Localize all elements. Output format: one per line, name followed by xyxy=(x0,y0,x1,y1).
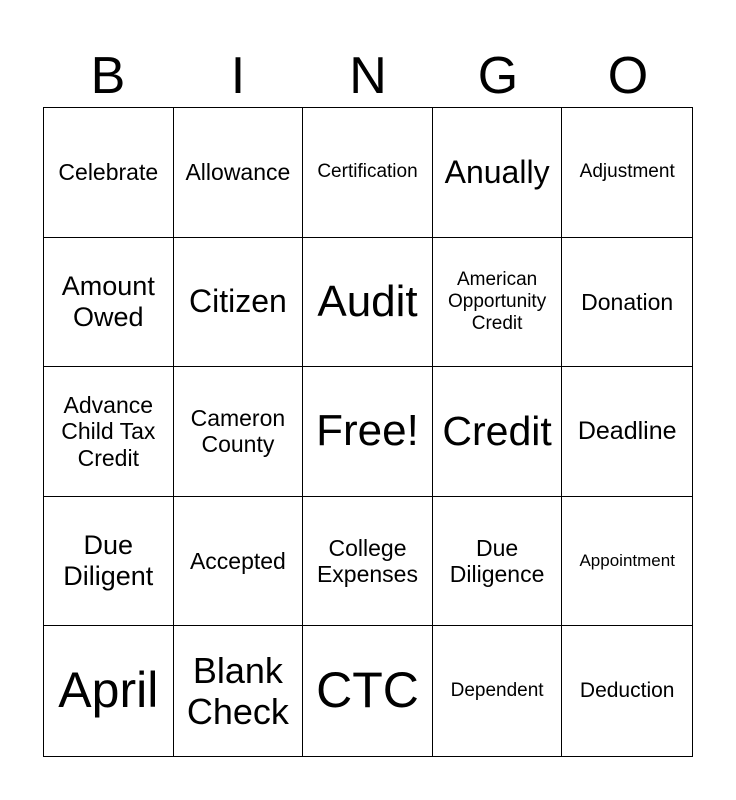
cell-text: Blank Check xyxy=(186,649,289,733)
cell-text: Donation xyxy=(581,288,674,315)
bingo-cell[interactable] xyxy=(44,497,174,627)
cell-text: Allowance xyxy=(185,159,291,186)
bingo-cell[interactable] xyxy=(562,497,692,627)
bingo-cell[interactable] xyxy=(433,497,563,627)
bingo-cell[interactable] xyxy=(44,108,174,238)
bingo-cell[interactable] xyxy=(433,238,563,368)
header-letter-n: N xyxy=(349,47,387,105)
cell-text: Certification xyxy=(317,161,418,183)
header-letter-g: G xyxy=(477,47,519,105)
cell-text: Advance Child Tax Credit xyxy=(61,391,156,471)
bingo-cell[interactable] xyxy=(174,497,304,627)
bingo-cell[interactable] xyxy=(562,626,692,756)
bingo-cell[interactable] xyxy=(174,367,304,497)
bingo-cell[interactable] xyxy=(562,367,692,497)
bingo-cell[interactable] xyxy=(44,367,174,497)
bingo-cell[interactable] xyxy=(433,108,563,238)
cell-text: April xyxy=(58,662,159,719)
bingo-cell[interactable] xyxy=(562,108,692,238)
cell-text: Amount Owed xyxy=(61,270,155,332)
cell-text: CTC xyxy=(316,662,419,719)
cell-text: Due Diligent xyxy=(63,530,154,592)
bingo-cell[interactable] xyxy=(174,626,304,756)
bingo-cell[interactable] xyxy=(174,238,304,368)
bingo-cell[interactable] xyxy=(174,108,304,238)
cell-text: Dependent xyxy=(450,680,544,702)
bingo-cell[interactable] xyxy=(303,108,433,238)
cell-text: Adjustment xyxy=(579,161,675,183)
cell-text: College Expenses xyxy=(316,534,418,588)
cell-text: Due Diligence xyxy=(449,534,545,588)
cell-text: Celebrate xyxy=(58,159,159,186)
header-letter-o: O xyxy=(607,47,649,105)
bingo-cell[interactable] xyxy=(433,626,563,756)
cell-text: Audit xyxy=(317,276,418,326)
cell-text: Free! xyxy=(316,406,419,456)
cell-text: Citizen xyxy=(188,283,287,320)
header-letter-b: B xyxy=(90,47,126,105)
bingo-cell[interactable] xyxy=(303,626,433,756)
bingo-cell[interactable] xyxy=(562,238,692,368)
bingo-cell[interactable] xyxy=(433,367,563,497)
cell-text: Cameron County xyxy=(190,405,286,458)
bingo-cell[interactable] xyxy=(44,238,174,368)
cell-text: Deadline xyxy=(577,417,677,446)
cell-text: Deduction xyxy=(579,679,675,703)
bingo-cell[interactable] xyxy=(303,367,433,497)
bingo-header xyxy=(43,44,693,108)
bingo-cell[interactable] xyxy=(44,626,174,756)
cell-text: Credit xyxy=(442,407,552,454)
header-letter-i: I xyxy=(230,47,246,105)
bingo-cell[interactable] xyxy=(303,238,433,368)
cell-text: Anually xyxy=(444,153,550,190)
cell-text: American Opportunity Credit xyxy=(447,269,547,334)
cell-text: Accepted xyxy=(189,547,286,574)
cell-text: Appointment xyxy=(579,551,675,571)
bingo-board xyxy=(43,107,693,757)
bingo-cell[interactable] xyxy=(303,497,433,627)
